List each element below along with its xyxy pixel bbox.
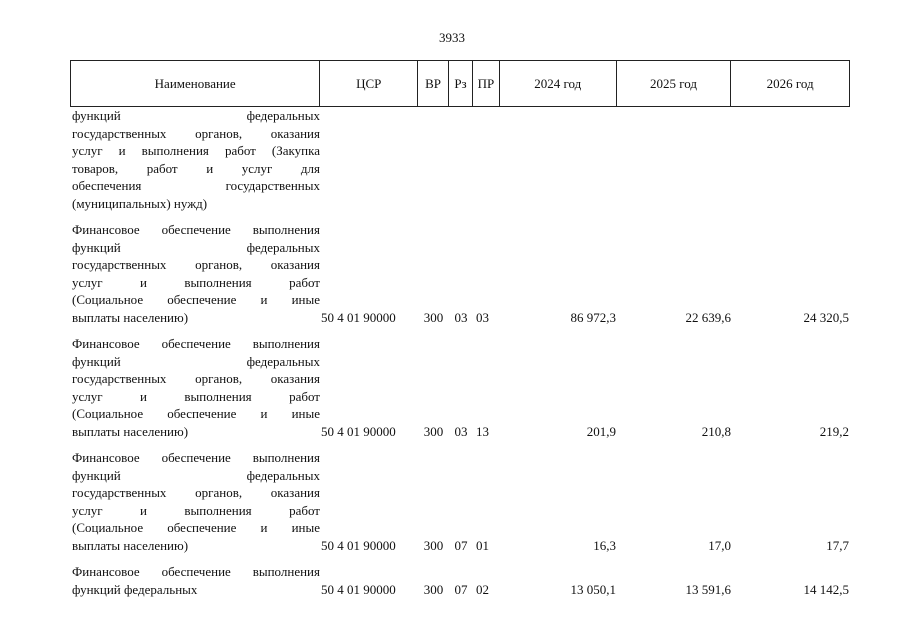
table-row [70,335,850,440]
row-name-line: (Социальное обеспечение и иные [72,406,320,421]
row-name-line: услуг и выполнения работ [72,502,320,518]
header-csr: ЦСР [320,61,418,106]
row-name-line: (Социальное обеспечение и иные [72,292,320,307]
row-name-line: выплаты населению) [72,309,189,325]
cell-2024: 201,9 [586,423,616,439]
row-name [70,221,320,326]
budget-table [70,60,850,598]
cell-2024: 16,3 [593,537,616,553]
row-name-line: государственных органов, оказания [72,485,320,500]
row-name-line: услуг и выполнения работ (Закупка [72,143,320,158]
row-name-line: функций федеральных [72,239,320,255]
header-2025: 2025 год [617,61,732,106]
header-2024: 2024 год [500,61,617,106]
row-name-line: товаров, работ и услуг для [72,160,320,176]
row-name [70,449,320,554]
row-name-line: Финансовое обеспечение выполнения [72,336,320,351]
cell-pr: 01 [476,537,489,553]
cell-rz: 07 [454,537,468,553]
cell-pr: 02 [476,581,489,597]
table-row [70,449,850,554]
row-name-line: государственных органов, оказания [72,125,320,141]
row-name-line: государственных органов, оказания [72,257,320,272]
cell-2024: 86 972,3 [570,309,616,325]
cell-2025: 22 639,6 [685,309,731,325]
cell-csr: 50 4 01 90000 [321,423,396,439]
row-name [70,563,320,598]
row-name-line: функций федеральных [72,108,320,123]
row-name-line: обеспечения государственных [72,178,320,193]
cell-2025: 210,8 [701,423,731,439]
page-number: 3933 [439,30,465,45]
header-name: Наименование [71,61,320,106]
row-name-line: услуг и выполнения работ [72,388,320,404]
cell-vr: 300 [423,537,444,553]
header-vr: ВР [418,61,449,106]
cell-2026: 24 320,5 [803,309,849,325]
cell-2026: 17,7 [826,537,849,553]
cell-pr: 13 [476,423,489,439]
cell-rz: 03 [454,309,468,325]
row-name-line: Финансовое обеспечение выполнения [72,564,320,579]
header-rz: Рз [449,61,473,106]
row-name-line: услуг и выполнения работ [72,274,320,290]
row-name-line: (муниципальных) нужд) [72,195,208,211]
table-body [70,107,850,598]
row-name-line: функций федеральных [72,467,320,483]
row-name-line: выплаты населению) [72,537,189,553]
cell-rz: 07 [454,581,468,597]
cell-csr: 50 4 01 90000 [321,537,396,553]
cell-pr: 03 [476,309,489,325]
cell-vr: 300 [423,309,444,325]
table-row [70,221,850,326]
header-2026: 2026 год [766,75,814,91]
cell-vr: 300 [423,581,444,597]
cell-2025: 13 591,6 [685,581,731,597]
table-row [70,107,850,212]
row-name [70,107,320,212]
cell-vr: 300 [423,423,444,439]
cell-rz: 03 [454,423,468,439]
row-name-line: (Социальное обеспечение и иные [72,520,320,535]
table-header [70,60,850,107]
cell-2026: 14 142,5 [803,581,849,597]
cell-2025: 17,0 [708,537,731,553]
cell-2024: 13 050,1 [570,581,616,597]
cell-csr: 50 4 01 90000 [321,581,396,597]
row-name-line: выплаты населению) [72,423,189,439]
header-pr: ПР [473,61,500,106]
table-row [70,563,850,598]
row-name-line: функций федеральных [72,353,320,369]
row-name-line: Финансовое обеспечение выполнения [72,222,320,237]
row-name-line: государственных органов, оказания [72,371,320,386]
cell-csr: 50 4 01 90000 [321,309,396,325]
cell-2026: 219,2 [819,423,849,439]
row-name-line: Финансовое обеспечение выполнения [72,450,320,465]
row-name [70,335,320,440]
row-name-line: функций федеральных [72,581,198,597]
